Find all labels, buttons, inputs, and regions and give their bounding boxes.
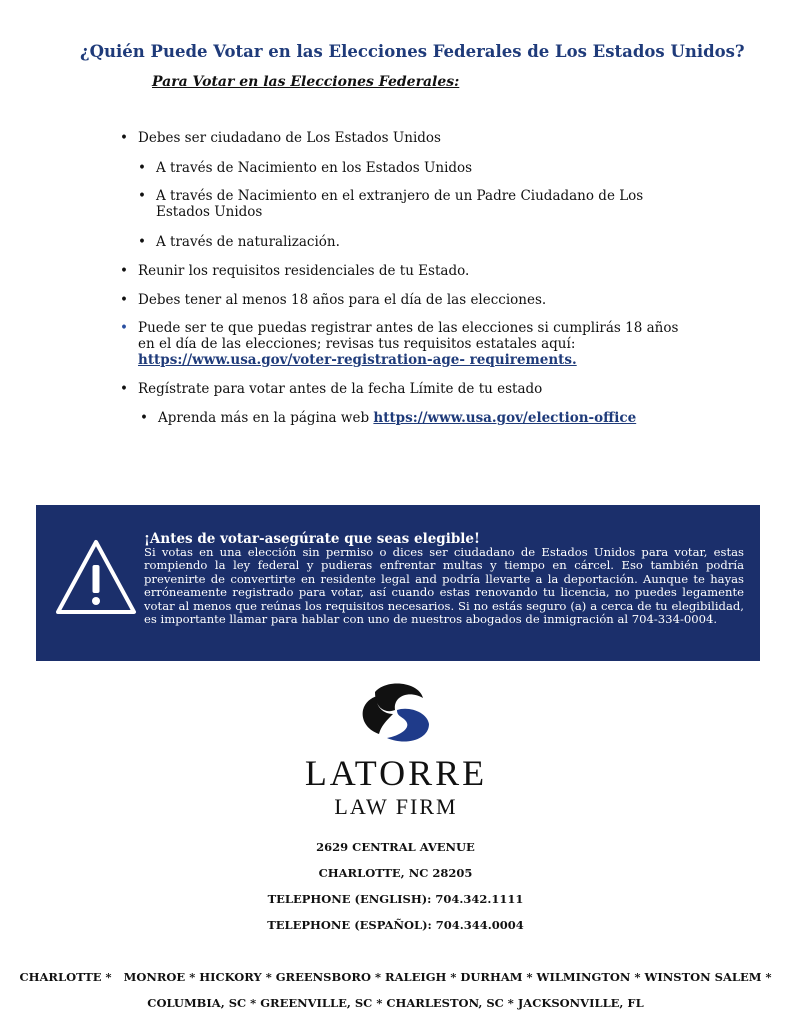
bullet-icon: • — [120, 320, 128, 336]
warning-body: Si votas en una elección sin permiso o dices ser ciudadano de Estados Unidos para votar, estas rompiendo la ley federal y pudieras enfrentar multas y tiempo en cárcel. Eso también podría prevenirte de convertirte en residente legal and podría llevarte a la deportación. Aunque te hayas erróneamente registrado para votar, así cuando estas renovando tu licencia, no puedes legamente votar al menos que reúnas los requisitos necesarios. Si no estás seguro (a) a cerca de tu elegibilidad, es importante llamar para hablar con uno de nuestros abogados de inmigración al 704-334-0004. — [144, 545, 744, 627]
page-subtitle: Para Votar en las Elecciones Federales: — [152, 74, 460, 90]
election-office-link[interactable]: https://www.usa.gov/election-office — [373, 410, 637, 426]
bullet-icon: • — [140, 410, 148, 426]
bullet-icon: • — [120, 381, 128, 397]
warning-triangle-icon — [54, 537, 138, 617]
list-item-text: Debes ser ciudadano de Los Estados Unidos — [138, 130, 441, 146]
list-item-text: A través de naturalización. — [156, 234, 340, 250]
logo-mark-icon — [357, 680, 435, 746]
list-item-text: A través de Nacimiento en los Estados Unidos — [156, 160, 473, 176]
list-item-text — [158, 410, 698, 426]
logo-name: LATORRE — [304, 753, 488, 793]
warning-heading: ¡Antes de votar-asegúrate que seas elegible! — [144, 531, 480, 547]
phone-english: TELEPHONE (ENGLISH): 704.342.1111 — [267, 892, 524, 906]
page-title: ¿Quién Puede Votar en las Elecciones Federales de Los Estados Unidos? — [80, 42, 745, 61]
list-item-text: A través de Nacimiento en el extranjero de un Padre Ciudadano de Los Estados Unidos — [156, 188, 644, 220]
bullet-icon: • — [120, 263, 128, 279]
offices-line-2: COLUMBIA, SC * GREENVILLE, SC * CHARLESTON, SC * JACKSONVILLE, FL — [147, 996, 644, 1010]
age-requirements-link[interactable]: https://www.usa.gov/voter-registration-age- requirements. — [138, 352, 577, 368]
list-item-body: Puede ser te que puedas registrar antes de las elecciones si cumplirás 18 años en el día de las elecciones; revisas tus requisitos estatales aquí: — [138, 320, 679, 352]
bullet-icon: • — [138, 160, 146, 176]
latorre-logo — [285, 680, 507, 820]
eligibility-warning-box — [36, 505, 760, 661]
bullet-icon: • — [138, 234, 146, 250]
list-item-text: Debes tener al menos 18 años para el día de las elecciones. — [138, 292, 547, 308]
logo-subtitle: LAW FIRM — [334, 794, 458, 819]
list-item-text: Reunir los requisitos residenciales de tu Estado. — [138, 263, 470, 279]
address-line: 2629 CENTRAL AVENUE — [316, 840, 475, 854]
bullet-icon: • — [120, 130, 128, 146]
bullet-icon: • — [138, 188, 146, 204]
city-line: CHARLOTTE, NC 28205 — [318, 866, 473, 880]
list-item-text: Regístrate para votar antes de la fecha Límite de tu estado — [138, 381, 543, 397]
offices-line-1: CHARLOTTE * MONROE * HICKORY * GREENSBORO * RALEIGH * DURHAM * WILMINGTON * WINSTON SALEM * — [19, 970, 772, 984]
bullet-icon: • — [120, 292, 128, 308]
phone-spanish: TELEPHONE (ESPAÑOL): 704.344.0004 — [267, 918, 524, 932]
list-item-text — [138, 320, 698, 368]
list-item-body: Aprenda más en la página web — [158, 410, 370, 426]
